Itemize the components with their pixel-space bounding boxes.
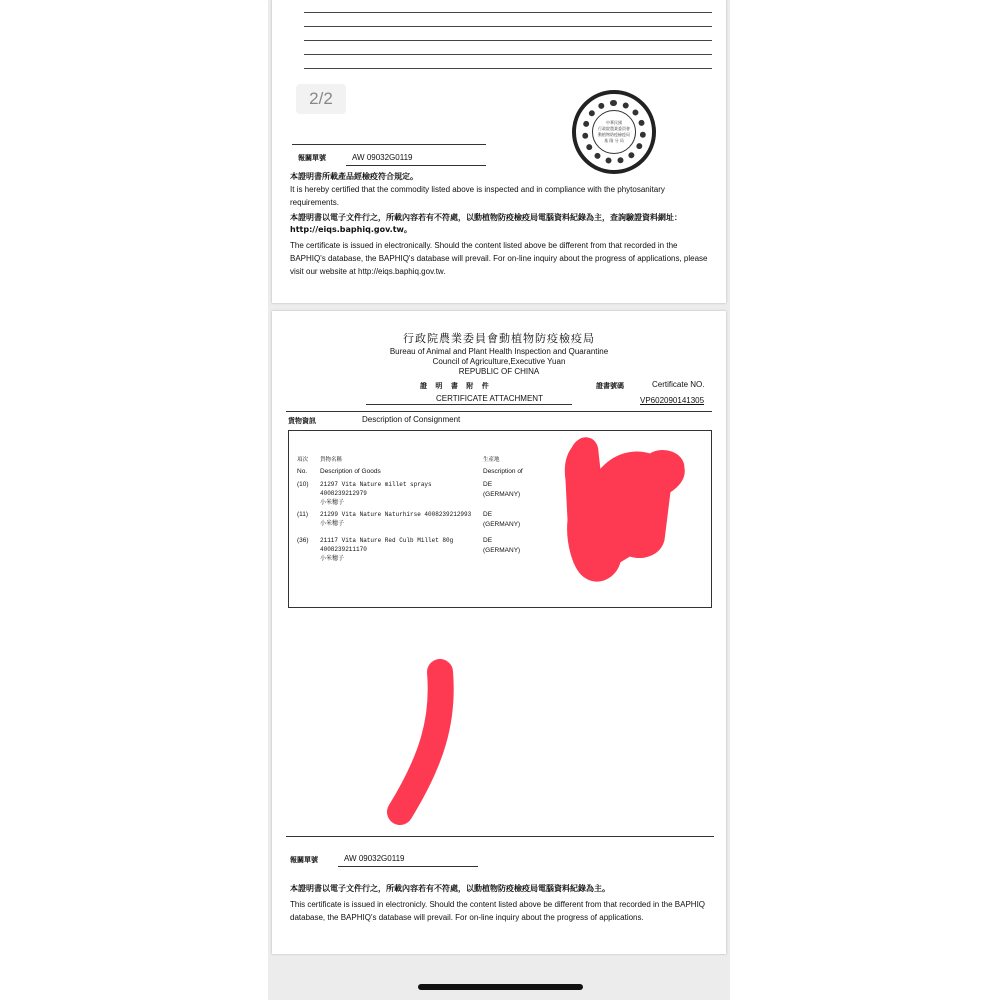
col-no-zh: 項次 [297, 457, 309, 463]
certify-statement-zh: 本證明書所載產品經檢疫符合規定。 [290, 172, 418, 181]
electronic-statement-zh: 本證明書以電子文件行之，所載內容若有不符處，以動植物防疫檢疫局電腦資料紀錄為主，查詢驗證資料網址：http://eiqs.baphiq.gov.tw。 [290, 213, 682, 234]
seal-text-line: 中華民國 [606, 120, 622, 125]
origin-code: DE [483, 511, 493, 518]
col-goods-zh: 貨物名稱 [320, 457, 343, 463]
col-origin-zh: 生產地 [483, 457, 500, 463]
page-indicator: 2/2 [296, 84, 346, 114]
cert-no-label-en: Certificate NO. [652, 380, 705, 389]
col-origin-en: Description of [483, 468, 523, 475]
goods-description: 21297 Vita Nature millet sprays [320, 481, 432, 488]
redaction-blob [565, 438, 684, 581]
council-name: Council of Agriculture,Executive Yuan [432, 357, 566, 366]
row-no: (36) [297, 537, 309, 544]
redaction-scribble-origin [565, 438, 684, 581]
agency-name-en: Bureau of Animal and Plant Health Inspection and Quarantine [389, 347, 609, 356]
report-no-value: AW 09032G0119 [344, 854, 405, 863]
redaction-stroke [400, 672, 441, 812]
home-indicator[interactable] [418, 984, 583, 990]
seal-text-line: 動植物防疫檢疫局 [598, 132, 630, 137]
report-no-value: AW 09032G0119 [352, 153, 413, 162]
row-no: (10) [297, 481, 309, 488]
goods-name-zh: 小米穗子 [320, 499, 345, 506]
consignment-label-zh: 貨物資訊 [288, 417, 316, 425]
goods-description: 21117 Vita Nature Red Culb Millet 80g [320, 537, 454, 544]
report-no-label: 報關單號 [298, 154, 326, 162]
origin-country: (GERMANY) [483, 491, 521, 498]
origin-code: DE [483, 537, 493, 544]
seal-text-line: 行政院農業委員會 [598, 126, 630, 131]
origin-code: DE [483, 481, 493, 488]
cert-no-value: VP602090141305 [640, 396, 705, 405]
cert-no-label-zh: 證書號碼 [596, 382, 624, 390]
attachment-title-en: CERTIFICATE ATTACHMENT [436, 394, 543, 403]
electronic-statement-en: This certificate is issued in electronicly. Should the content listed above be different from that recorded in the BAPHIQ database, the BAPHIQ's database will prevail. For on-line inquiry about the progress of applications. [290, 900, 706, 922]
seal-text-line: 基 隆 分 局 [604, 138, 624, 143]
col-goods-en: Description of Goods [320, 468, 381, 475]
certify-statement-en: It is hereby certified that the commodity listed above is inspected and in compliance with the phytosanitary requirements. [290, 185, 665, 207]
electronic-statement-en: The certificate is issued in electronically. Should the content listed above be different from that recorded in the BAPHIQ's database, the BAPHIQ's database will prevail. For on-line inquiry about the progress of applications, please visit our website at http://eiqs.baphiq.gov.tw. [290, 241, 708, 276]
origin-country: (GERMANY) [483, 521, 521, 528]
col-no-en: No. [297, 468, 308, 475]
goods-barcode: 4008239211170 [320, 546, 367, 553]
row-no: (11) [297, 511, 309, 518]
goods-barcode: 4008239212979 [320, 490, 367, 497]
agency-name-zh: 行政院農業委員會動植物防疫檢疫局 [403, 332, 595, 345]
goods-name-zh: 小米穗子 [320, 520, 345, 527]
consignment-label-en: Description of Consignment [362, 415, 461, 424]
attachment-title-zh: 證 明 書 附 件 [420, 382, 492, 390]
country-name: REPUBLIC OF CHINA [458, 367, 540, 376]
origin-country: (GERMANY) [483, 547, 521, 554]
goods-name-zh: 小米穗子 [320, 555, 345, 562]
goods-description: 21299 Vita Nature Naturhirse 4008239212993 [320, 511, 472, 518]
electronic-statement-zh: 本證明書以電子文件行之，所載內容若有不符處，以動植物防疫檢疫局電腦資料紀錄為主。 [290, 884, 610, 893]
report-no-label: 報關單號 [290, 856, 318, 864]
